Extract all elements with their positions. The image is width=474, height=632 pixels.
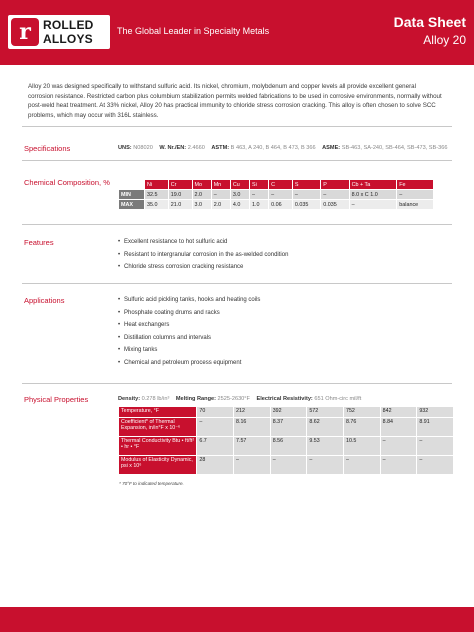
table-cell: – <box>269 190 293 200</box>
application-text: Sulfuric acid pickling tanks, hooks and heating coils <box>124 297 261 303</box>
table-corner-cell <box>119 180 145 190</box>
logo-line-2: ALLOYS <box>43 32 93 46</box>
section-label-chemical: Chemical Composition, % <box>24 178 110 187</box>
divider <box>22 283 452 284</box>
resistivity-value: 651 Ohm-circ mil/ft <box>314 396 362 402</box>
melting-label: Melting Range: <box>175 396 216 402</box>
table-cell: 9.53 <box>307 437 344 456</box>
features-list <box>118 239 288 277</box>
chemical-composition-table <box>118 179 434 210</box>
feature-text: Resistant to intergranular corrosion in the as-welded condition <box>124 251 289 258</box>
melting-value: 2525-2630°F <box>217 396 250 402</box>
list-item <box>118 297 260 304</box>
column-header: C <box>269 180 293 190</box>
feature-text: Excellent resistance to hot sulfuric acid <box>124 239 228 245</box>
table-cell: 3.0 <box>230 190 249 200</box>
table-cell: 8.62 <box>307 418 344 437</box>
table-cell: 8.0 x C 1.0 <box>349 190 397 200</box>
table-cell: 7.57 <box>234 437 271 456</box>
table-cell: 8.76 <box>344 418 381 437</box>
density-label: Density: <box>118 396 141 402</box>
table-cell: – <box>321 190 349 200</box>
row-header: Coefficient* of Thermal Expansion, in/in°F x 10⁻⁶ <box>119 418 197 437</box>
table-row <box>119 190 434 200</box>
table-header-row <box>119 180 434 190</box>
table-cell: 32.5 <box>145 190 169 200</box>
specifications-line <box>118 145 452 151</box>
section-label-specifications: Specifications <box>24 144 71 153</box>
list-item <box>118 252 288 259</box>
company-logo <box>8 15 110 49</box>
table-cell: – <box>211 190 230 200</box>
table-row <box>119 437 454 456</box>
row-header: Modulus of Elasticity Dynamic, psi x 10⁶ <box>119 456 197 475</box>
asme-value: SB-463, SA-240, SB-464, SB-473, SB-366 <box>341 145 448 151</box>
bullet-icon: • <box>118 264 121 271</box>
bullet-icon: • <box>118 322 121 329</box>
section-label-features: Features <box>24 238 54 247</box>
density-value: 0.278 lb/in³ <box>141 396 170 402</box>
table-cell: 28 <box>197 456 234 475</box>
table-cell: 35.0 <box>145 200 169 210</box>
table-cell: 1.0 <box>250 200 269 210</box>
bullet-icon: • <box>118 347 121 354</box>
logo-line-1: ROLLED <box>43 18 94 32</box>
table-cell: – <box>344 456 381 475</box>
bullet-icon: • <box>118 251 121 258</box>
intro-paragraph: Alloy 20 was designed specifically to withstand sulfuric acid. Its nickel, chromium, molybdenum and copper levels all provide excellent general corrosion resistance. Restricted carbon plus columbium stabilization permits welded fabrications to be used in corrosive environments, normally without post-weld heat treatment. At 33% nickel, Alloy 20 has practical immunity to chloride stress corrosion cracking. This alloy is often chosen to solve SCC problems, which may occur with 316L stainless. <box>28 83 442 119</box>
row-header: Temperature, °F <box>119 407 197 418</box>
list-item <box>118 335 260 342</box>
physical-properties-table <box>118 406 454 475</box>
document-subtitle: Alloy 20 <box>423 33 466 47</box>
column-header: Mo <box>192 180 211 190</box>
table-row <box>119 200 434 210</box>
column-header: Cr <box>168 180 192 190</box>
table-cell: 0.06 <box>269 200 293 210</box>
bullet-icon: • <box>118 309 121 316</box>
table-row <box>119 407 454 418</box>
table-cell: 3.0 <box>192 200 211 210</box>
logo-wordmark <box>43 18 108 46</box>
table-cell: 0.035 <box>321 200 349 210</box>
table-cell: 752 <box>344 407 381 418</box>
table-cell: 8.84 <box>380 418 417 437</box>
document-title: Data Sheet <box>393 14 466 30</box>
table-cell: 10.5 <box>344 437 381 456</box>
table-cell: 2.0 <box>192 190 211 200</box>
application-text: Chemical and petroleum process equipment <box>124 359 242 366</box>
table-cell: – <box>250 190 269 200</box>
list-item <box>118 322 260 329</box>
footnote: * 70°F to indicated temperature. <box>119 481 184 486</box>
footer-bar <box>0 607 474 632</box>
divider <box>22 126 452 127</box>
column-header: Ni <box>145 180 169 190</box>
table-cell: – <box>417 456 454 475</box>
physical-summary-line <box>118 396 366 402</box>
row-header: Thermal Conductivity Btu • ft/ft² • hr • °F <box>119 437 197 456</box>
table-cell: – <box>380 437 417 456</box>
table-cell: 70 <box>197 407 234 418</box>
list-item <box>118 347 260 354</box>
table-cell: – <box>417 437 454 456</box>
bullet-icon: • <box>118 239 121 245</box>
astm-label: ASTM: <box>211 145 230 151</box>
table-cell: 21.0 <box>168 200 192 210</box>
table-cell: 392 <box>270 407 307 418</box>
table-cell: – <box>349 200 397 210</box>
uns-value: N08020 <box>133 145 153 151</box>
tagline: The Global Leader in Specialty Metals <box>117 26 270 36</box>
table-cell: – <box>307 456 344 475</box>
table-cell: – <box>292 190 320 200</box>
table-cell: 212 <box>234 407 271 418</box>
table-cell: 8.91 <box>417 418 454 437</box>
astm-value: B 463, A 240, B 464, B 473, B 366 <box>230 145 316 151</box>
table-cell: – <box>270 456 307 475</box>
table-row <box>119 418 454 437</box>
table-cell: 19.0 <box>168 190 192 200</box>
divider <box>22 383 452 384</box>
table-cell: 8.56 <box>270 437 307 456</box>
table-cell: 0.035 <box>292 200 320 210</box>
table-cell: 842 <box>380 407 417 418</box>
column-header: P <box>321 180 349 190</box>
application-text: Distillation columns and intervals <box>124 334 212 341</box>
feature-text: Chloride stress corrosion cracking resistance <box>124 264 244 271</box>
table-cell: 932 <box>417 407 454 418</box>
table-cell: – <box>397 190 434 200</box>
table-cell: – <box>234 456 271 475</box>
table-cell: – <box>380 456 417 475</box>
application-text: Phosphate coating drums and racks <box>124 309 220 316</box>
list-item <box>118 264 288 271</box>
application-text: Mixing tanks <box>124 347 158 354</box>
bullet-icon: • <box>118 334 121 341</box>
column-header: Si <box>250 180 269 190</box>
wnr-value: 2.4660 <box>187 145 205 151</box>
list-item <box>118 360 260 367</box>
column-header: Mn <box>211 180 230 190</box>
table-cell: 572 <box>307 407 344 418</box>
column-header: Fe <box>397 180 434 190</box>
resistivity-label: Electrical Resistivity: <box>256 396 313 402</box>
applications-list <box>118 297 260 373</box>
section-label-applications: Applications <box>24 296 65 305</box>
row-header: MIN <box>119 190 145 200</box>
column-header: S <box>292 180 320 190</box>
table-row <box>119 456 454 475</box>
divider <box>22 160 452 161</box>
list-item <box>118 239 288 246</box>
table-cell: – <box>197 418 234 437</box>
table-cell: 8.37 <box>270 418 307 437</box>
bullet-icon: • <box>118 297 121 303</box>
section-label-physical: Physical Properties <box>24 395 89 404</box>
header-bar <box>0 0 474 65</box>
wnr-label: W. Nr./EN: <box>159 145 187 151</box>
table-cell: 8.16 <box>234 418 271 437</box>
list-item <box>118 310 260 317</box>
uns-label: UNS: <box>118 145 132 151</box>
logo-mark-icon: r <box>11 18 39 46</box>
application-text: Heat exchangers <box>124 322 170 329</box>
table-cell: 4.0 <box>230 200 249 210</box>
table-cell: 6.7 <box>197 437 234 456</box>
divider <box>22 224 452 225</box>
bullet-icon: • <box>118 359 121 366</box>
row-header: MAX <box>119 200 145 210</box>
table-cell: 2.0 <box>211 200 230 210</box>
column-header: Cu <box>230 180 249 190</box>
column-header: Cb + Ta <box>349 180 397 190</box>
asme-label: ASME: <box>322 145 341 151</box>
table-cell: balance <box>397 200 434 210</box>
